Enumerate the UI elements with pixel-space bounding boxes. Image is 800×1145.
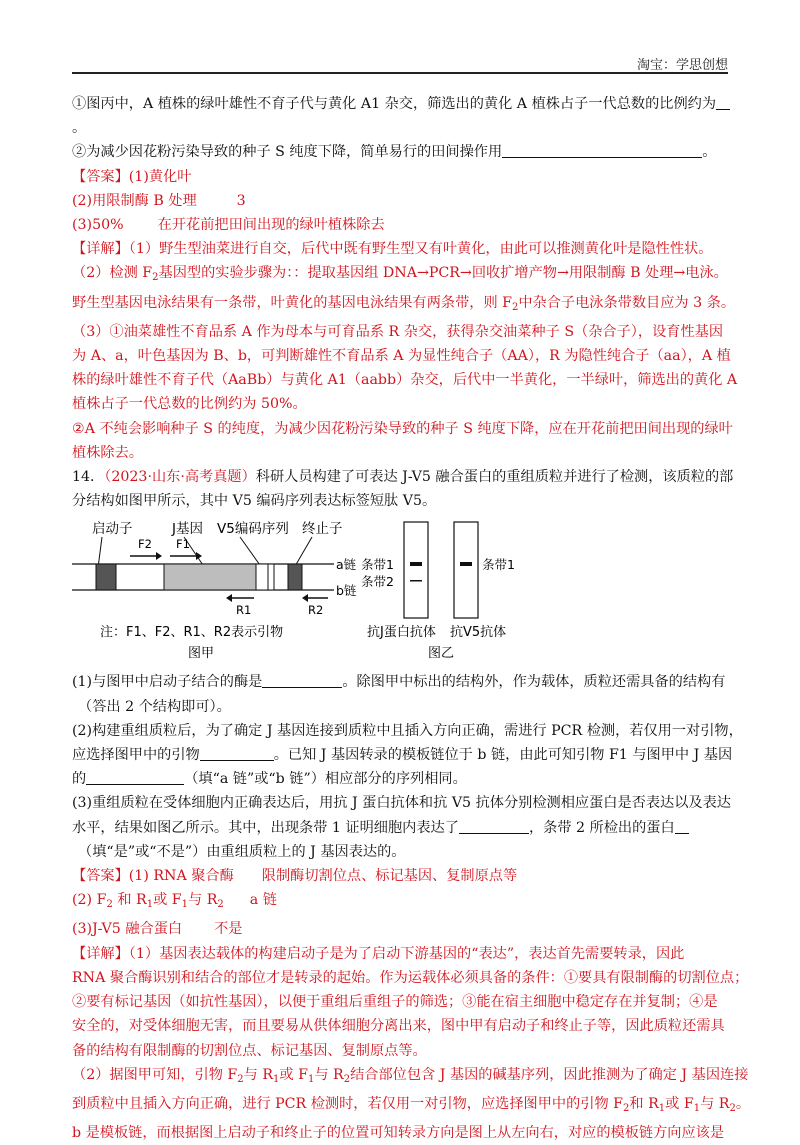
q14-line2: 分结构如图甲所示，其中 V5 编码序列表达标签短肽 V5。 — [72, 493, 437, 510]
q14-detail-3: ②要有标记基因（如抗性基因），以便于重组后重组子的筛选；③能在宿主细胞中稳定存在并复制；④是 — [72, 994, 718, 1011]
prev-q-line2: 。 — [72, 120, 87, 137]
prev-detail-1: 【详解】（1）野生型油菜进行自交，后代中既有野生型又有叶黄化，由此可以推测黄化叶是隐性性状。 — [72, 241, 713, 258]
band1-right — [460, 562, 472, 566]
q14-p1a: (1)与图甲中启动子结合的酶是 。除图甲中标出的结构外，作为载体，质粒还需具备的结构有 — [72, 670, 732, 694]
q14-detail-1: 【详解】（1）基因表达载体的构建启动子是为了启动下游基因的“表达”，表达首先需要转录，因此 — [72, 945, 685, 962]
caption-fig-a: 图甲 — [188, 646, 215, 662]
q14-detail-5: 备的结构有限制酶的切割位点、标记基因、复制原点等。 — [72, 1042, 427, 1059]
label-band1: 条带1 — [361, 557, 394, 573]
document-body — [72, 92, 751, 1145]
r1-arrow — [226, 594, 232, 602]
label-v5-seq: V5编码序列 — [217, 521, 289, 538]
label-terminator: 终止子 — [302, 521, 343, 538]
prev-detail-3: 野生型基因电泳结果有一条带，叶黄化的基因电泳结果有两条带，则 $F_2$中杂合子电泳条带数目应为 3 条。 — [72, 294, 736, 313]
prev-q-line3: ②为减少因花粉污染导致的种子 S 纯度下降，简单易行的田间操作用 。 — [72, 140, 732, 164]
q14-answer-2: (2) $F_2$ 和 $R_1$或 $F_1$与 $R_2$ a 链 — [72, 892, 277, 911]
blank-2[interactable] — [200, 744, 274, 761]
label-anti-v5: 抗V5抗体 — [450, 625, 507, 641]
blank-3[interactable] — [86, 768, 184, 785]
r2-arrow — [302, 594, 308, 602]
q14-p3a: (3)重组质粒在受体细胞内正确表达后，用抗 J 蛋白抗体和抗 V5 抗体分别检测相应蛋白是否表达以及表达 — [72, 795, 731, 812]
q14-detail-8: b 是模板链，而根据图上启动子和终止子的位置可知转录方向是图上从左向右，对应的模板链方向应该是 — [72, 1125, 725, 1142]
blank-5[interactable] — [675, 817, 689, 834]
lane-anti-j — [404, 522, 428, 618]
blank-4[interactable] — [459, 817, 529, 834]
prev-detail-5: 为 A、a，叶色基因为 B、b，可判断雄性不育品系 A 为显性纯合子（AA），R 为隐性纯合子（aa），A 植 — [72, 348, 731, 365]
figure-note: 注：F1、F2、R1、R2表示引物 — [100, 625, 284, 641]
terminator-block — [288, 564, 302, 590]
f2-arrow — [156, 552, 162, 560]
q14-p3c: （填“是”或“不是”）由重组质粒上的 J 基因表达的。 — [78, 843, 406, 860]
j-gene-block — [164, 564, 256, 590]
blank-1[interactable] — [262, 671, 342, 688]
label-r2: R2 — [308, 603, 324, 618]
q14-detail-7: 到质粒中且插入方向正确，进行 PCR 检测时，若仅用一对引物，应选择图甲中的引物 $F_2$和 $R_1$或 $F_1$与 $R_2$。 — [72, 1095, 751, 1114]
label-a-chain: a链 — [336, 557, 357, 573]
band1-left — [410, 562, 422, 566]
prev-q-line1: ①图丙中，A 植株的绿叶雄性不育子代与黄化 A1 杂交，筛选出的黄化 A 植株占子一代总数的比例约为 — [72, 92, 732, 116]
label-band2: 条带2 — [361, 574, 394, 590]
q14-p1b: （答出 2 个结构即可）。 — [78, 698, 231, 715]
label-f2: F2 — [138, 537, 152, 552]
band2-left — [410, 580, 422, 582]
q14-detail-4: 安全的，对受体细胞无害，而且要易从供体细胞分离出来，图中甲有启动子和终止子等，因此质粒还需具 — [72, 1018, 725, 1035]
q14-detail-2: RNA 聚合酶识别和结合的部位才是转录的起始。作为运载体必须具备的条件：①要具有限制酶的切割位点； — [72, 969, 749, 986]
v5-block — [256, 564, 274, 590]
prev-detail-9: 植株除去。 — [72, 444, 143, 461]
prev-answer-3: (3)50% 在开花前把田间出现的绿叶植株除去 — [72, 217, 385, 234]
figure-area — [72, 516, 732, 668]
prev-answer-2: (2)用限制酶 B 处理 3 — [72, 192, 246, 209]
lane-anti-v5 — [454, 522, 478, 618]
q14-detail-6: （2）据图甲可知，引物 $F_2$与 $R_1$或 $F_1$与 $R_2$结合部位包含 J 基因的碱基序列，因此推测为了确定 J 基因连接 — [72, 1066, 749, 1085]
label-f1: F1 — [176, 537, 190, 552]
prev-detail-7: 植株占子一代总数的比例约为 50%。 — [72, 396, 307, 413]
caption-fig-b: 图乙 — [428, 646, 455, 662]
q14-p2c: 的 （填“a 链”或“b 链”）相应部分的序列相同。 — [72, 767, 732, 791]
q14-answer-3: (3)J-V5 融合蛋白 不是 — [72, 921, 243, 938]
label-band1-right: 条带1 — [482, 557, 515, 573]
q14-p2b: 应选择图甲中的引物 。已知 J 基因转录的模板链位于 b 链，由此可知引物 F1 与图甲中 J 基因 — [72, 743, 732, 767]
header-rule — [72, 72, 728, 74]
label-b-chain: b链 — [336, 583, 357, 599]
prev-detail-6: 株的绿叶雄性不育子代（AaBb）与黄化 A1（aabb）杂交，后代中一半黄化，一半绿叶，筛选出的黄化 A — [72, 372, 738, 389]
q14-line1: 14．（2023·山东·高考真题）科研人员构建了可表达 J-V5 融合蛋白的重组质粒并进行了检测，该质粒的部 — [72, 469, 734, 486]
label-anti-j: 抗J蛋白抗体 — [367, 625, 436, 641]
label-promoter: 启动子 — [92, 521, 133, 538]
q14-answer-1: 【答案】(1) RNA 聚合酶 限制酶切割位点、标记基因、复制原点等 — [72, 868, 518, 885]
q14-p2a: (2)构建重组质粒后，为了确定 J 基因连接到质粒中且插入方向正确，需进行 PCR 检测，若仅用一对引物， — [72, 722, 743, 739]
q14-p3b: 水平，结果如图乙所示。其中，出现条带 1 证明细胞内表达了 ，条带 2 所检出的蛋白 — [72, 816, 732, 840]
prev-detail-4: （3）①油菜雄性不育品系 A 作为母本与可育品系 R 杂交，获得杂交油菜种子 S（杂合子），设育性基因 — [72, 323, 724, 340]
prev-answer-1: 【答案】(1)黄化叶 — [72, 168, 192, 185]
promoter-block — [96, 564, 116, 590]
label-r1: R1 — [236, 603, 252, 618]
prev-detail-2: （2）检测 $F_2$基因型的实验步骤为：：提取基因组 DNA→PCR→回收扩增产物→用限制酶 B 处理→电泳。 — [72, 265, 728, 284]
figure-diagram — [72, 516, 732, 668]
q14-source: （2023·山东·高考真题） — [104, 469, 256, 486]
label-j-gene: J基因 — [172, 521, 203, 538]
header-brand: 淘宝：学思创想 — [636, 58, 728, 73]
prev-detail-8: ②A 不纯会影响种子 S 的纯度，为减少因花粉污染导致的种子 S 纯度下降，应在开花前把田间出现的绿叶 — [72, 420, 733, 437]
